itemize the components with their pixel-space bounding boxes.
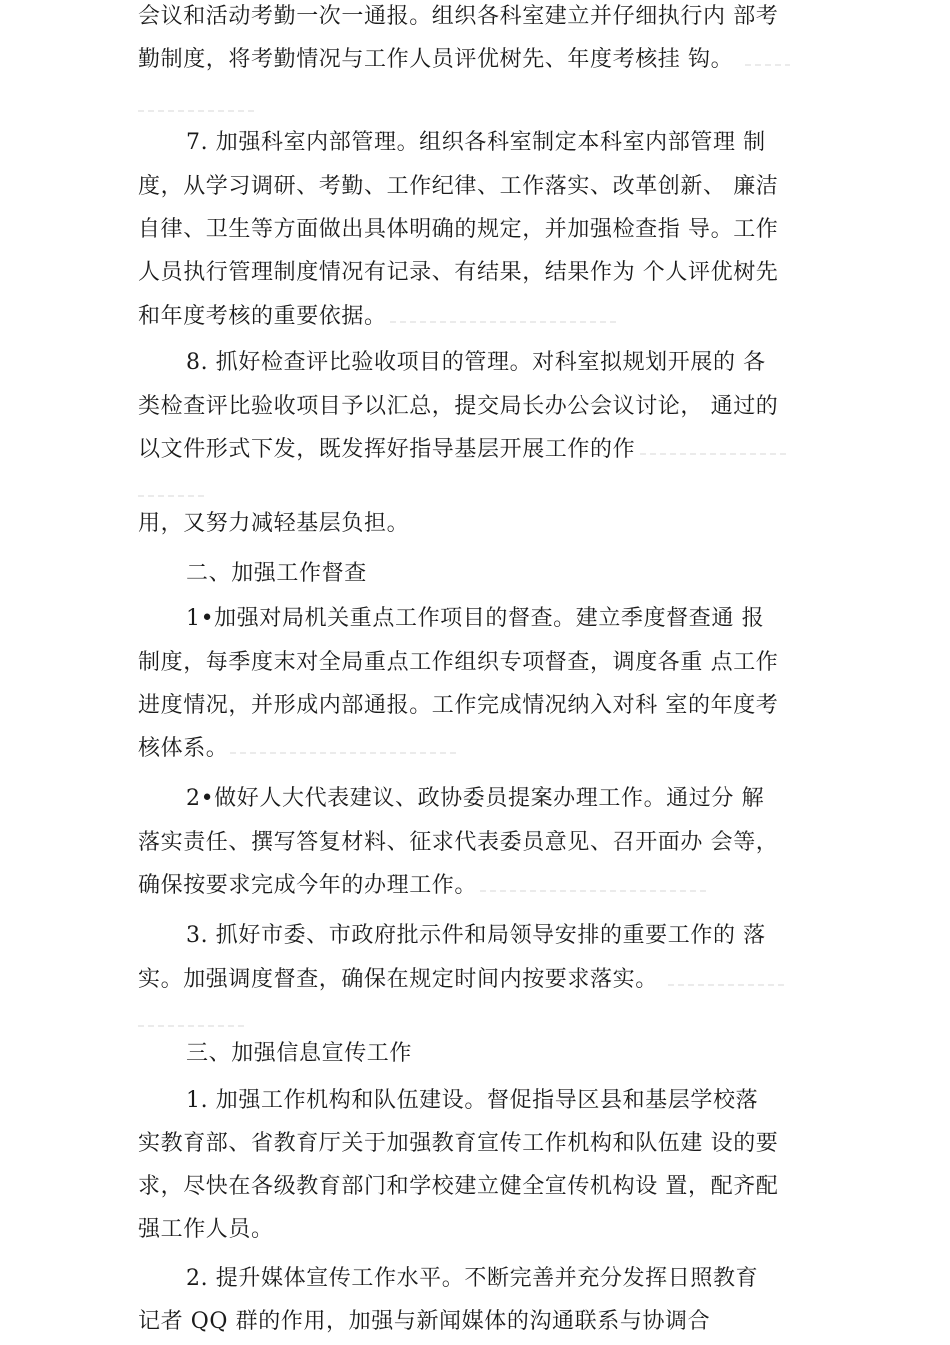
text-line: 1. 加强工作机构和队伍建设。督促指导区县和基层学校落 [186, 1088, 759, 1113]
scan-artifact [138, 495, 208, 497]
text-line: 制度，每季度末对全局重点工作组织专项督查，调度各重 点工作 [138, 650, 779, 675]
text-line: 1•加强对局机关重点工作项目的督查。建立季度督查通 报 [186, 606, 765, 631]
text-line: 实。加强调度督查，确保在规定时间内按要求落实。 [138, 967, 658, 992]
text-line: 用，又努力减轻基层负担。 [138, 511, 410, 536]
text-line: 会议和活动考勤一次一通报。组织各科室建立并仔细执行内 部考 [138, 4, 779, 29]
scan-artifact [640, 453, 790, 455]
scan-artifact [390, 321, 620, 323]
text-line: 核体系。 [138, 736, 229, 761]
scan-artifact [138, 1025, 248, 1027]
text-line: 2•做好人大代表建议、政协委员提案办理工作。通过分 解 [186, 786, 765, 811]
text-line: 2. 提升媒体宣传工作水平。不断完善并充分发挥日照教育 [186, 1266, 759, 1291]
text-line: 确保按要求完成今年的办理工作。 [138, 873, 478, 898]
section-heading: 三、加强信息宣传工作 [186, 1041, 413, 1066]
text-line: 落实责任、撰写答复材料、征求代表委员意见、召开面办 会等， [138, 830, 779, 855]
scan-artifact [668, 984, 788, 986]
text-line: 自律、卫生等方面做出具体明确的规定，并加强检查指 导。工作 [138, 217, 779, 242]
text-line: 勤制度，将考勤情况与工作人员评优树先、年度考核挂 钩。 [138, 47, 734, 72]
text-line: 7. 加强科室内部管理。组织各科室制定本科室内部管理 制 [186, 130, 766, 155]
text-line: 度，从学习调研、考勤、工作纪律、工作落实、改革创新、 廉洁 [138, 174, 779, 199]
scan-artifact [745, 64, 790, 66]
text-line: 人员执行管理制度情况有记录、有结果，结果作为 个人评优树先 [138, 260, 779, 285]
text-line: 求，尽快在各级教育部门和学校建立健全宣传机构设 置，配齐配 [138, 1174, 779, 1199]
text-line: 3. 抓好市委、市政府批示件和局领导安排的重要工作的 落 [186, 923, 766, 948]
text-line: 实教育部、省教育厅关于加强教育宣传工作机构和队伍建 设的要 [138, 1131, 779, 1156]
text-line: 以文件形式下发，既发挥好指导基层开展工作的作 [138, 437, 636, 462]
scan-artifact [138, 110, 258, 112]
text-line: 类检查评比验收项目予以汇总，提交局长办公会议讨论， 通过的 [138, 394, 779, 419]
text-line: 和年度考核的重要依据。 [138, 304, 387, 329]
text-line: 强工作人员。 [138, 1217, 274, 1242]
text-line: 记者 QQ 群的作用，加强与新闻媒体的沟通联系与协调合 [138, 1309, 711, 1334]
section-heading: 二、加强工作督查 [186, 561, 367, 586]
text-line: 8. 抓好检查评比验收项目的管理。对科室拟规划开展的 各 [186, 350, 766, 375]
text-line: 进度情况，并形成内部通报。工作完成情况纳入对科 室的年度考 [138, 693, 779, 718]
scan-artifact [480, 890, 710, 892]
scan-artifact [230, 752, 460, 754]
